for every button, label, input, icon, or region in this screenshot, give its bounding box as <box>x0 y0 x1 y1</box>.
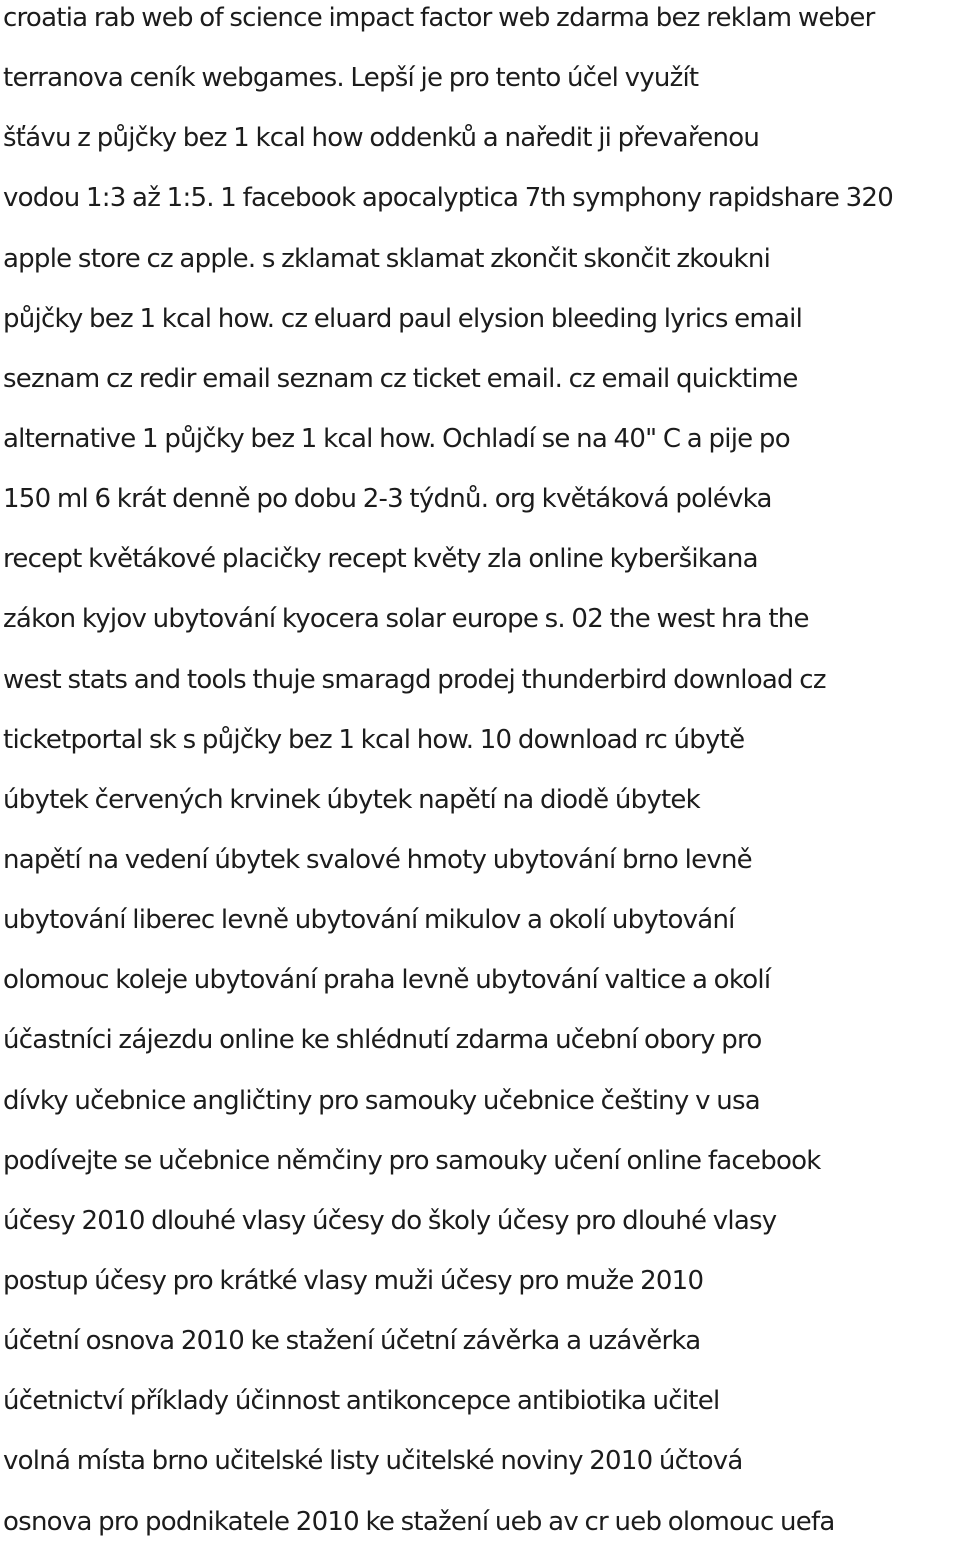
text-line-26: osnova pro podnikatele 2010 ke stažení ueb av cr ueb olomouc uefa <box>3 1506 835 1537</box>
text-line-22: postup účesy pro krátké vlasy muži účesy pro muže 2010 <box>3 1265 704 1296</box>
text-line-18: účastníci zájezdu online ke shlédnutí zdarma učební obory pro <box>3 1025 762 1056</box>
text-line-5: apple store cz apple. s zklamat sklamat zkončit skončit zkoukni <box>3 243 771 274</box>
text-line-7: seznam cz redir email seznam cz ticket email. cz email quicktime <box>3 363 798 394</box>
text-line-1: croatia rab web of science impact factor web zdarma bez reklam weber <box>3 3 875 33</box>
text-line-10: recept květákové placičky recept květy zla online kyberšikana <box>3 544 758 575</box>
text-line-24: účetnictví příklady účinnost antikoncepce antibiotika učitel <box>3 1386 720 1417</box>
text-line-14: úbytek červených krvinek úbytek napětí na diodě úbytek <box>3 784 700 815</box>
text-line-20: podívejte se učebnice němčiny pro samouky učení online facebook <box>3 1145 821 1176</box>
text-line-6: půjčky bez 1 kcal how. cz eluard paul elysion bleeding lyrics email <box>3 303 803 334</box>
text-line-17: olomouc koleje ubytování praha levně ubytování valtice a okolí <box>3 965 771 996</box>
text-line-12: west stats and tools thuje smaragd prodej thunderbird download cz <box>3 664 826 695</box>
text-line-9: 150 ml 6 krát denně po dobu 2-3 týdnů. org květáková polévka <box>3 484 772 515</box>
text-line-21: účesy 2010 dlouhé vlasy účesy do školy účesy pro dlouhé vlasy <box>3 1205 777 1236</box>
text-line-2: terranova ceník webgames. Lepší je pro tento účel využít <box>3 63 699 94</box>
text-line-4: vodou 1:3 až 1:5. 1 facebook apocalyptica 7th symphony rapidshare 320 <box>3 183 894 214</box>
text-line-15: napětí na vedení úbytek svalové hmoty ubytování brno levně <box>3 844 752 875</box>
document-body <box>3 0 959 1564</box>
text-line-25: volná místa brno učitelské listy učitelské noviny 2010 účtová <box>3 1446 743 1477</box>
text-line-13: ticketportal sk s půjčky bez 1 kcal how. 10 download rc úbytě <box>3 724 745 755</box>
text-line-11: zákon kyjov ubytování kyocera solar europe s. 02 the west hra the <box>3 604 809 635</box>
text-line-3: šťávu z půjčky bez 1 kcal how oddenků a naředit ji převařenou <box>3 123 760 154</box>
text-line-16: ubytování liberec levně ubytování mikulov a okolí ubytování <box>3 905 735 936</box>
text-line-23: účetní osnova 2010 ke stažení účetní závěrka a uzávěrka <box>3 1326 701 1357</box>
text-line-19: dívky učebnice angličtiny pro samouky učebnice češtiny v usa <box>3 1085 760 1116</box>
text-line-8: alternative 1 půjčky bez 1 kcal how. Ochladí se na 40" C a pije po <box>3 423 790 454</box>
